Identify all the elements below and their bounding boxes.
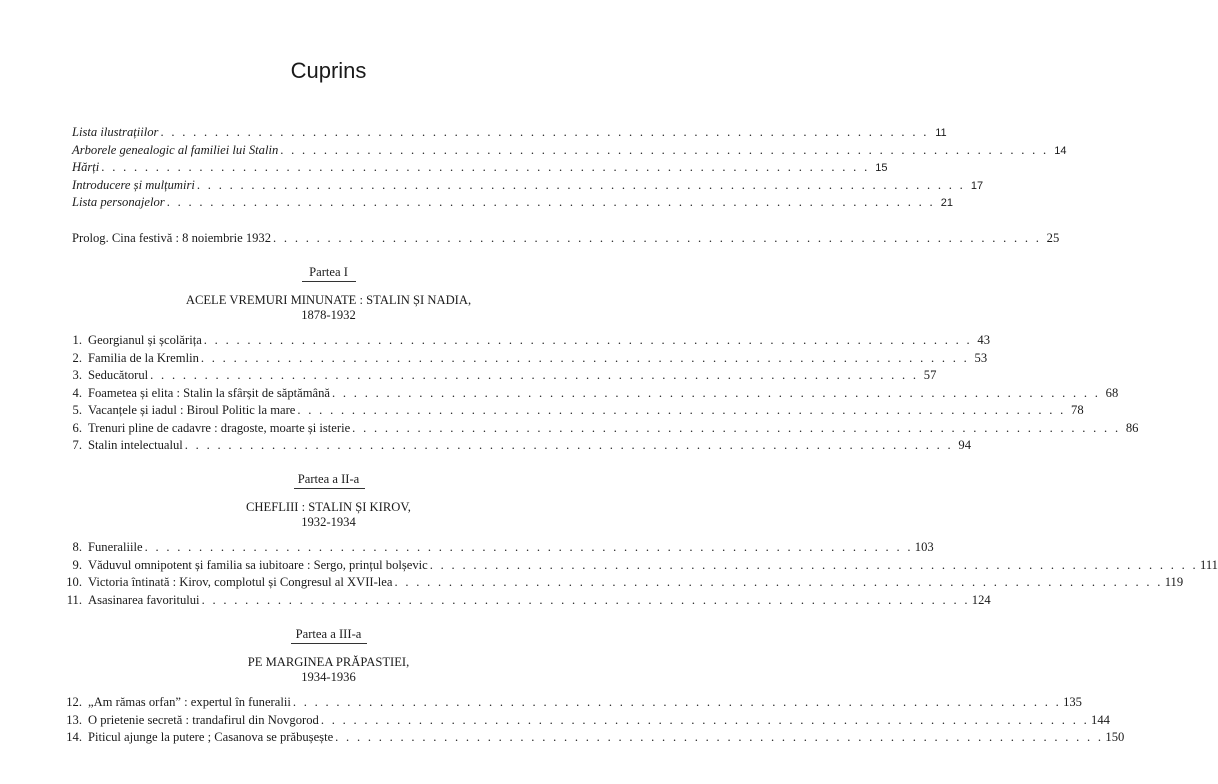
toc-entry[interactable] [56, 402, 1084, 418]
toc-entry-label: Trenuri pline de cadavre : dragoste, moarte și isterie [88, 421, 351, 435]
dot-leader: . . . . . . . . . . . . . . . . . . . . . . . . . . . . . . . . . . . . . . . . . . . . . . . . . . . . . . . . . . . . . . . . . . . . . . . [101, 160, 870, 174]
toc-entry-label: Piticul ajunge la putere ; Casanova se prăbușește [88, 730, 334, 744]
toc-entry-page: 68 [1105, 386, 1119, 400]
dot-leader: . . . . . . . . . . . . . . . . . . . . . . . . . . . . . . . . . . . . . . . . . . . . . . . . . . . . . . . . . . . . . . . . . . . . . . . [429, 558, 1198, 572]
toc-entry-page: 53 [974, 351, 988, 365]
dot-leader: . . . . . . . . . . . . . . . . . . . . . . . . . . . . . . . . . . . . . . . . . . . . . . . . . . . . . . . . . . . . . . . . . . . . . . . [200, 351, 970, 365]
toc-entry-label: „Am rămas orfan” : expertul în funeralii [88, 695, 291, 709]
toc-entry-label: Prolog. Cina festivă : 8 noiembrie 1932 [72, 231, 272, 245]
chapter-number: 10. [66, 575, 82, 589]
toc-entry[interactable] [72, 142, 1067, 158]
toc-entry-page: 14 [1054, 145, 1067, 157]
dot-leader: . . . . . . . . . . . . . . . . . . . . . . . . . . . . . . . . . . . . . . . . . . . . . . . . . . . . . . . . . . . . . . . . . . . . . . . [184, 438, 954, 452]
toc-entry-page: 124 [971, 593, 991, 607]
toc-entry-page: 15 [875, 162, 888, 174]
toc-entry-page: 150 [1105, 730, 1125, 744]
part-underline [302, 281, 356, 282]
part-underline [291, 643, 367, 644]
toc-entry-page: 144 [1091, 713, 1110, 727]
part-title: PE MARGINEA PRĂPASTIEI, [247, 655, 410, 669]
toc-entry[interactable] [56, 385, 1119, 401]
chapter-number: 11. [66, 593, 82, 607]
dot-leader: . . . . . . . . . . . . . . . . . . . . . . . . . . . . . . . . . . . . . . . . . . . . . . . . . . . . . . . . . . . . . . . . . . . . . . . [203, 333, 973, 347]
dot-leader: . . . . . . . . . . . . . . . . . . . . . . . . . . . . . . . . . . . . . . . . . . . . . . . . . . . . . . . . . . . . . . . . . . . . . . . [335, 730, 1104, 744]
toc-entry[interactable] [56, 437, 972, 453]
chapter-number: 12. [66, 695, 82, 709]
part-underline [294, 488, 365, 489]
toc-entry[interactable] [72, 194, 953, 210]
toc-entry-label: Văduvul omnipotent și familia sa iubitoare : Sergo, prințul bolșevic [88, 558, 428, 572]
toc-entry-label: Victoria întinată : Kirov, complotul și Congresul al XVII-lea [88, 575, 393, 589]
chapter-number: 3. [72, 368, 82, 382]
dot-leader: . . . . . . . . . . . . . . . . . . . . . . . . . . . . . . . . . . . . . . . . . . . . . . . . . . . . . . . . . . . . . . . . . . . . . . . [352, 421, 1121, 435]
dot-leader: . . . . . . . . . . . . . . . . . . . . . . . . . . . . . . . . . . . . . . . . . . . . . . . . . . . . . . . . . . . . . . . . . . . . . . . [160, 125, 929, 139]
toc-entry-page: 119 [1164, 575, 1184, 589]
toc-entry[interactable] [72, 124, 947, 140]
chapter-number: 13. [66, 713, 82, 727]
toc-entry-page: 57 [923, 368, 937, 382]
toc-entry[interactable] [72, 159, 888, 175]
chapter-number: 4. [72, 386, 82, 400]
dot-leader: . . . . . . . . . . . . . . . . . . . . . . . . . . . . . . . . . . . . . . . . . . . . . . . . . . . . . . . . . . . . . . . . . . . . . . . [273, 231, 1042, 245]
toc-entry-label: Stalin intelectualul [88, 438, 183, 452]
part-years: 1878-1932 [301, 308, 356, 322]
toc-entry[interactable] [56, 592, 991, 608]
toc-entry[interactable] [56, 350, 988, 366]
toc-entry-label: Lista personajelor [72, 195, 165, 209]
toc-entry-page: 111 [1199, 558, 1218, 572]
toc-entry[interactable] [56, 694, 1082, 710]
dot-leader: . . . . . . . . . . . . . . . . . . . . . . . . . . . . . . . . . . . . . . . . . . . . . . . . . . . . . . . . . . . . . . . . . . . . . . . [332, 386, 1101, 400]
toc-entry-label: Vacanțele și iadul : Biroul Politic la mare [88, 403, 296, 417]
toc-entry[interactable] [72, 177, 984, 193]
dot-leader: . . . . . . . . . . . . . . . . . . . . . . . . . . . . . . . . . . . . . . . . . . . . . . . . . . . . . . . . . . . . . . . . . . . . . . . [280, 143, 1049, 157]
toc-entry[interactable] [56, 712, 1110, 728]
toc-entry-label: Lista ilustrațiilor [72, 125, 159, 139]
toc-entry[interactable] [56, 729, 1125, 745]
toc-entry-label: Asasinarea favoritului [88, 593, 200, 607]
dot-leader: . . . . . . . . . . . . . . . . . . . . . . . . . . . . . . . . . . . . . . . . . . . . . . . . . . . . . . . . . . . . . . . . . . . . . . . [320, 713, 1090, 727]
chapter-number: 7. [72, 438, 82, 452]
toc-entry-page: 11 [935, 127, 947, 139]
part-label: Partea I [309, 265, 348, 279]
toc-entry-label: Introducere și mulțumiri [72, 178, 195, 192]
dot-leader: . . . . . . . . . . . . . . . . . . . . . . . . . . . . . . . . . . . . . . . . . . . . . . . . . . . . . . . . . . . . . . . . . . . . . . . [292, 695, 1062, 709]
toc-entry-page: 135 [1063, 695, 1082, 709]
dot-leader: . . . . . . . . . . . . . . . . . . . . . . . . . . . . . . . . . . . . . . . . . . . . . . . . . . . . . . . . . . . . . . . . . . . . . . . [166, 195, 935, 209]
toc-entry-page: 86 [1125, 421, 1139, 435]
toc-entry-label: Georgianul și școlărița [88, 333, 202, 347]
toc-entry[interactable] [56, 367, 937, 383]
part-title: ACELE VREMURI MINUNATE : STALIN ȘI NADIA, [185, 293, 472, 307]
toc-entry[interactable] [56, 420, 1139, 436]
chapter-number: 8. [72, 540, 82, 554]
toc-entry-page: 94 [958, 438, 972, 452]
toc-entry-label: Seducătorul [88, 368, 149, 382]
chapter-number: 2. [72, 351, 82, 365]
toc-entry-label: Hărți [72, 160, 100, 174]
chapter-number: 14. [66, 730, 82, 744]
toc-entry-prolog[interactable] [72, 230, 1060, 246]
part-years: 1934-1936 [301, 670, 356, 684]
toc-entry[interactable] [56, 332, 991, 348]
toc-entry-page: 21 [940, 197, 953, 209]
dot-leader: . . . . . . . . . . . . . . . . . . . . . . . . . . . . . . . . . . . . . . . . . . . . . . . . . . . . . . . . . . . . . . . . . . . . . . . [297, 403, 1066, 417]
toc-entry-page: 25 [1046, 231, 1060, 245]
toc-entry-page: 43 [977, 333, 991, 347]
toc-entry-page: 78 [1071, 403, 1084, 417]
part-label: Partea a II-a [297, 472, 360, 486]
chapter-number: 1. [72, 333, 82, 347]
toc-entry-label: Funeraliile [88, 540, 143, 554]
toc-entry-label: O prietenie secretă : trandafirul din Novgorod [88, 713, 319, 727]
toc-entry[interactable] [56, 557, 1218, 573]
dot-leader: . . . . . . . . . . . . . . . . . . . . . . . . . . . . . . . . . . . . . . . . . . . . . . . . . . . . . . . . . . . . . . . . . . . . . . . [201, 593, 970, 607]
part-title: CHEFLIII : STALIN ȘI KIROV, [246, 500, 411, 514]
page-title: Cuprins [290, 58, 367, 83]
chapter-number: 5. [72, 403, 82, 417]
dot-leader: . . . . . . . . . . . . . . . . . . . . . . . . . . . . . . . . . . . . . . . . . . . . . . . . . . . . . . . . . . . . . . . . . . . . . . . [196, 178, 966, 192]
chapter-number: 9. [72, 558, 82, 572]
dot-leader: . . . . . . . . . . . . . . . . . . . . . . . . . . . . . . . . . . . . . . . . . . . . . . . . . . . . . . . . . . . . . . . . . . . . . . . [394, 575, 1163, 589]
chapter-number: 6. [72, 421, 82, 435]
part-years: 1932-1934 [301, 515, 356, 529]
toc-entry[interactable] [56, 574, 1184, 590]
toc-entry-label: Foametea și elita : Stalin la sfârșit de săptămână [88, 386, 331, 400]
toc-entry[interactable] [56, 539, 934, 555]
toc-entry-label: Familia de la Kremlin [88, 351, 199, 365]
dot-leader: . . . . . . . . . . . . . . . . . . . . . . . . . . . . . . . . . . . . . . . . . . . . . . . . . . . . . . . . . . . . . . . . . . . . . . . [144, 540, 913, 554]
toc-entry-page: 17 [970, 180, 984, 192]
toc-entry-label: Arborele genealogic al familiei lui Stalin [72, 143, 279, 157]
toc-entry-page: 103 [914, 540, 934, 554]
part-label: Partea a III-a [295, 627, 362, 641]
dot-leader: . . . . . . . . . . . . . . . . . . . . . . . . . . . . . . . . . . . . . . . . . . . . . . . . . . . . . . . . . . . . . . . . . . . . . . . [150, 368, 919, 382]
